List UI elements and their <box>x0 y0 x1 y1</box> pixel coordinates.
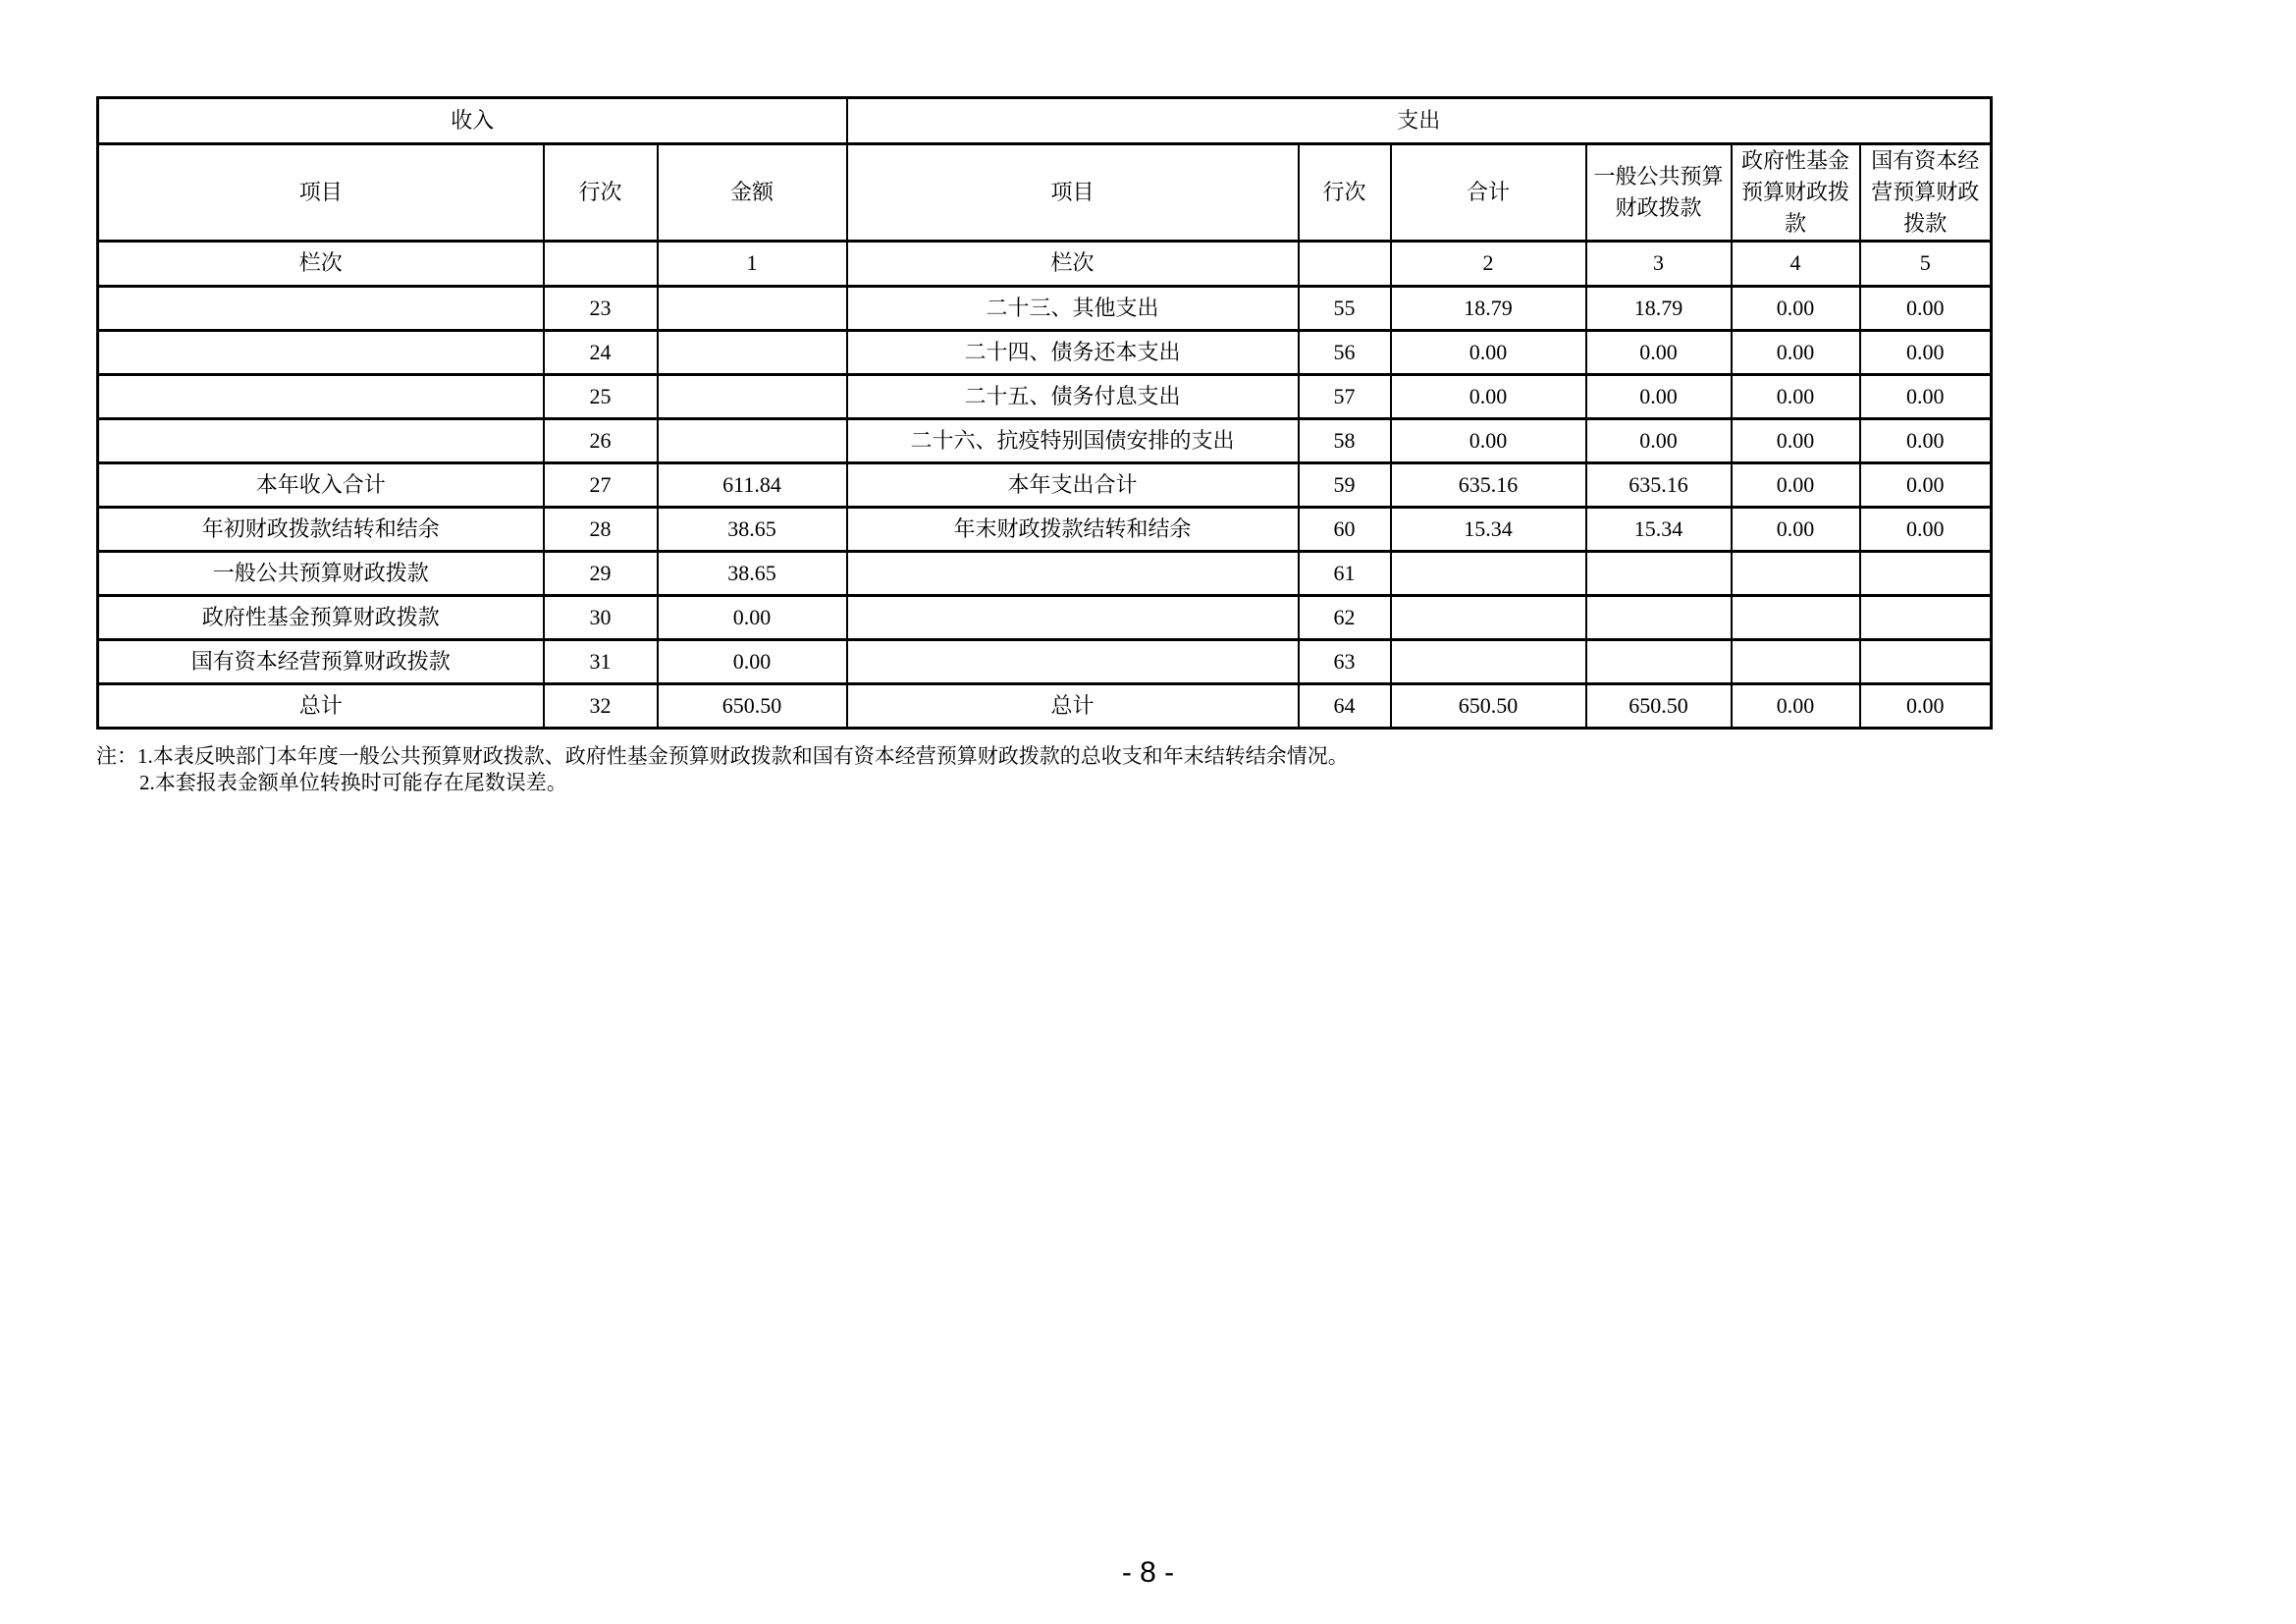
expenditure-line: 55 <box>1299 286 1391 330</box>
expenditure-capital <box>1860 595 1992 639</box>
income-col-header-line: 行次 <box>544 144 658 242</box>
income-line: 29 <box>544 551 658 595</box>
expenditure-item: 本年支出合计 <box>847 462 1299 507</box>
table-row <box>98 374 1992 418</box>
expenditure-fund <box>1732 595 1860 639</box>
expenditure-lanci-index-2: 2 <box>1391 241 1586 286</box>
expenditure-fund <box>1732 639 1860 683</box>
expenditure-total: 18.79 <box>1391 286 1586 330</box>
income-col-header-item: 项目 <box>98 144 544 242</box>
income-lanci-line-empty <box>544 241 658 286</box>
expenditure-item <box>847 595 1299 639</box>
expenditure-col-header-general-budget: 一般公共预算财政拨款 <box>1586 144 1732 242</box>
income-lanci-index-1: 1 <box>658 241 847 286</box>
expenditure-fund: 0.00 <box>1732 418 1860 462</box>
income-item <box>98 286 544 330</box>
income-amount: 38.65 <box>658 507 847 551</box>
expenditure-col-header-item: 项目 <box>847 144 1299 242</box>
expenditure-line: 58 <box>1299 418 1391 462</box>
expenditure-line: 57 <box>1299 374 1391 418</box>
income-item: 一般公共预算财政拨款 <box>98 551 544 595</box>
income-line: 23 <box>544 286 658 330</box>
expenditure-general: 650.50 <box>1586 683 1732 728</box>
expenditure-capital <box>1860 639 1992 683</box>
table-row-carryover <box>98 507 1992 551</box>
expenditure-general: 15.34 <box>1586 507 1732 551</box>
table-row <box>98 286 1992 330</box>
expenditure-lanci-label: 栏次 <box>847 241 1299 286</box>
page-number: - 8 - <box>1121 1556 1175 1589</box>
income-item: 国有资本经营预算财政拨款 <box>98 639 544 683</box>
expenditure-item: 二十三、其他支出 <box>847 286 1299 330</box>
expenditure-lanci-index-5: 5 <box>1860 241 1992 286</box>
expenditure-col-header-line: 行次 <box>1299 144 1391 242</box>
income-item: 本年收入合计 <box>98 462 544 507</box>
section-header-row <box>98 98 1992 144</box>
income-item: 政府性基金预算财政拨款 <box>98 595 544 639</box>
expenditure-item <box>847 551 1299 595</box>
expenditure-general: 18.79 <box>1586 286 1732 330</box>
expenditure-total <box>1391 639 1586 683</box>
income-amount <box>658 286 847 330</box>
note-line-2: 2.本套报表金额单位转换时可能存在尾数误差。 <box>139 770 567 794</box>
expenditure-capital: 0.00 <box>1860 683 1992 728</box>
income-line: 24 <box>544 330 658 374</box>
income-section-header: 收入 <box>98 98 847 144</box>
expenditure-capital <box>1860 551 1992 595</box>
expenditure-col-header-total: 合计 <box>1391 144 1586 242</box>
income-amount <box>658 330 847 374</box>
income-item <box>98 374 544 418</box>
income-item: 年初财政拨款结转和结余 <box>98 507 544 551</box>
table-row-current-year-total <box>98 462 1992 507</box>
income-line: 31 <box>544 639 658 683</box>
expenditure-fund: 0.00 <box>1732 330 1860 374</box>
expenditure-col-header-gov-fund: 政府性基金预算财政拨款 <box>1732 144 1860 242</box>
expenditure-lanci-index-4: 4 <box>1732 241 1860 286</box>
expenditure-fund <box>1732 551 1860 595</box>
expenditure-item <box>847 639 1299 683</box>
expenditure-fund: 0.00 <box>1732 683 1860 728</box>
expenditure-total: 15.34 <box>1391 507 1586 551</box>
expenditure-capital: 0.00 <box>1860 330 1992 374</box>
expenditure-total: 635.16 <box>1391 462 1586 507</box>
expenditure-section-header: 支出 <box>847 98 1992 144</box>
expenditure-total: 0.00 <box>1391 330 1586 374</box>
income-item: 总计 <box>98 683 544 728</box>
income-line: 30 <box>544 595 658 639</box>
expenditure-line: 62 <box>1299 595 1391 639</box>
income-line: 27 <box>544 462 658 507</box>
expenditure-total: 0.00 <box>1391 418 1586 462</box>
expenditure-capital: 0.00 <box>1860 286 1992 330</box>
expenditure-capital: 0.00 <box>1860 462 1992 507</box>
expenditure-fund: 0.00 <box>1732 462 1860 507</box>
income-amount: 38.65 <box>658 551 847 595</box>
table-row <box>98 551 1992 595</box>
income-line: 26 <box>544 418 658 462</box>
expenditure-line: 56 <box>1299 330 1391 374</box>
income-item <box>98 330 544 374</box>
expenditure-total <box>1391 595 1586 639</box>
income-amount: 0.00 <box>658 595 847 639</box>
expenditure-capital: 0.00 <box>1860 374 1992 418</box>
expenditure-general: 635.16 <box>1586 462 1732 507</box>
expenditure-item: 二十四、债务还本支出 <box>847 330 1299 374</box>
table-row <box>98 418 1992 462</box>
expenditure-total: 0.00 <box>1391 374 1586 418</box>
report-sheet <box>96 96 1990 796</box>
table-row <box>98 330 1992 374</box>
expenditure-general: 0.00 <box>1586 418 1732 462</box>
expenditure-total <box>1391 551 1586 595</box>
expenditure-total: 650.50 <box>1391 683 1586 728</box>
expenditure-general: 0.00 <box>1586 330 1732 374</box>
expenditure-line: 61 <box>1299 551 1391 595</box>
expenditure-lanci-index-3: 3 <box>1586 241 1732 286</box>
expenditure-col-header-state-capital: 国有资本经营预算财政拨款 <box>1860 144 1992 242</box>
expenditure-line: 63 <box>1299 639 1391 683</box>
income-line: 28 <box>544 507 658 551</box>
income-amount: 650.50 <box>658 683 847 728</box>
income-col-header-amount: 金额 <box>658 144 847 242</box>
expenditure-lanci-line-empty <box>1299 241 1391 286</box>
expenditure-general: 0.00 <box>1586 374 1732 418</box>
note-line-1: 注：1.本表反映部门本年度一般公共预算财政拨款、政府性基金预算财政拨款和国有资本经营预算财政拨款的总收支和年末结转结余情况。 <box>96 743 1349 768</box>
expenditure-capital: 0.00 <box>1860 418 1992 462</box>
expenditure-fund: 0.00 <box>1732 286 1860 330</box>
income-amount <box>658 374 847 418</box>
expenditure-item: 二十五、债务付息支出 <box>847 374 1299 418</box>
income-line: 25 <box>544 374 658 418</box>
expenditure-general <box>1586 595 1732 639</box>
income-amount <box>658 418 847 462</box>
expenditure-general <box>1586 551 1732 595</box>
income-amount: 611.84 <box>658 462 847 507</box>
table-row-grand-total <box>98 683 1992 728</box>
expenditure-line: 60 <box>1299 507 1391 551</box>
table-notes <box>96 743 1990 797</box>
expenditure-fund: 0.00 <box>1732 507 1860 551</box>
expenditure-fund: 0.00 <box>1732 374 1860 418</box>
income-amount: 0.00 <box>658 639 847 683</box>
income-lanci-label: 栏次 <box>98 241 544 286</box>
budget-balance-table <box>96 96 1993 730</box>
expenditure-general <box>1586 639 1732 683</box>
expenditure-item: 年末财政拨款结转和结余 <box>847 507 1299 551</box>
column-header-row <box>98 144 1992 242</box>
income-item <box>98 418 544 462</box>
income-line: 32 <box>544 683 658 728</box>
table-row <box>98 595 1992 639</box>
column-index-row <box>98 241 1992 286</box>
expenditure-capital: 0.00 <box>1860 507 1992 551</box>
expenditure-item: 总计 <box>847 683 1299 728</box>
table-row <box>98 639 1992 683</box>
expenditure-line: 59 <box>1299 462 1391 507</box>
expenditure-item: 二十六、抗疫特别国债安排的支出 <box>847 418 1299 462</box>
expenditure-line: 64 <box>1299 683 1391 728</box>
